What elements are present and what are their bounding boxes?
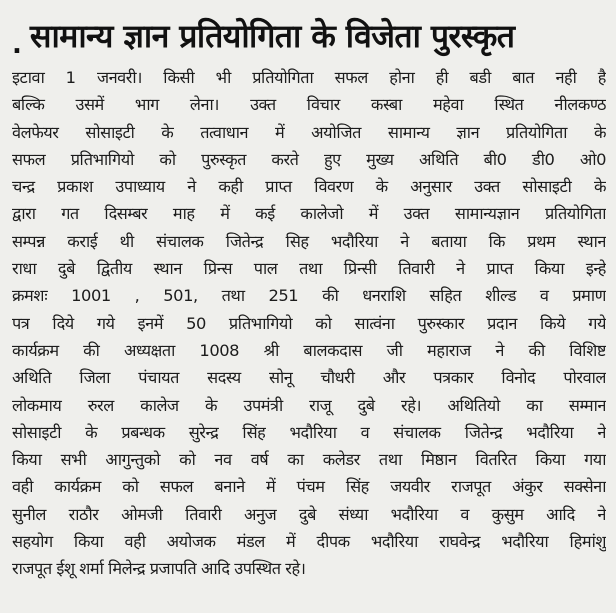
article-body — [12, 64, 606, 583]
body-line: सोसाइटी के प्रबन्धक सुरेन्द्र सिंह भदौरिया व संचालक जितेन्द्र भदौरिया ने — [12, 422, 606, 442]
body-line: अथिति जिला पंचायत सदस्य सोनू चौधरी और पत्रकार विनोद पोरवाल — [12, 368, 606, 388]
body-line: द्वारा गत दिसम्बर माह में कई कालेजो में उक्त सामान्यज्ञान प्रतियोगिता — [12, 204, 606, 224]
bullet-dot-icon: . — [12, 30, 22, 60]
body-line: सहयोग किया वही अयोजक मंडल में दीपक भदौरिया राघवेन्द्र भदौरिया हिमांशु — [12, 532, 606, 552]
body-line: लोकमाय रुरल कालेज के उपमंत्री राजू दुबे रहे। अथितियो का सम्मान — [12, 395, 606, 415]
body-line: सुनील राठौर ओमजी तिवारी अनुज दुबे संध्या भदौरिया व कुसुम आदि ने — [12, 504, 606, 524]
body-line: सम्पन्न कराई थी संचालक जितेन्द्र सिह भदौरिया ने बताया कि प्रथम स्थान — [12, 231, 606, 251]
article-headline: सामान्य ज्ञान प्रतियोगिता के विजेता पुरस्कृत — [29, 17, 515, 55]
body-line: पत्र दिये गये इनमें 50 प्रतिभागियो को सात्वंना पुरुस्कार प्रदान किये गये — [12, 313, 606, 333]
body-line-last: राजपूत ईशू शर्मा मिलेन्द्र प्रजापति आदि उपस्थित रहे। — [12, 559, 306, 579]
body-line: कार्यक्रम की अध्यक्षता 1008 श्री बालकदास जी महाराज ने की विशिष्ट — [12, 340, 606, 360]
body-line: क्रमशः 1001 , 501, तथा 251 की धनराशि सहित शील्ड व प्रमाण — [12, 286, 606, 306]
headline-row — [12, 8, 606, 58]
body-line: किया सभी आगुन्तुको को नव वर्ष का कलेडर तथा मिष्ठान वितरित किया गया — [12, 450, 606, 470]
body-line: बल्कि उसमें भाग लेना। उक्त विचार कस्बा महेवा स्थित नीलकण्ठ — [12, 95, 606, 115]
body-line: सफल प्रतिभागियो को पुरुस्कृत करते हुए मुख्य अथिति बी0 डी0 ओ0 — [12, 149, 606, 169]
body-line: वेलफेयर सोसाइटी के तत्वाधान में अयोजित सामान्य ज्ञान प्रतियोगिता के — [12, 122, 606, 142]
body-line: चन्द्र प्रकाश उपाध्याय ने कही प्राप्त विवरण के अनुसार उक्त सोसाइटी के — [12, 177, 606, 197]
body-line: इटावा 1 जनवरी। किसी भी प्रतियोगिता सफल होना ही बडी बात नही है — [12, 68, 606, 87]
body-line: राधा दुबे द्वितीय स्थान प्रिन्स पाल तथा प्रिन्सी तिवारी ने प्राप्त किया इन्हे — [12, 259, 606, 279]
body-line: वही कार्यक्रम को सफल बनाने में पंचम सिंह जयवीर राजपूत अंकुर सक्सेना — [12, 477, 606, 497]
